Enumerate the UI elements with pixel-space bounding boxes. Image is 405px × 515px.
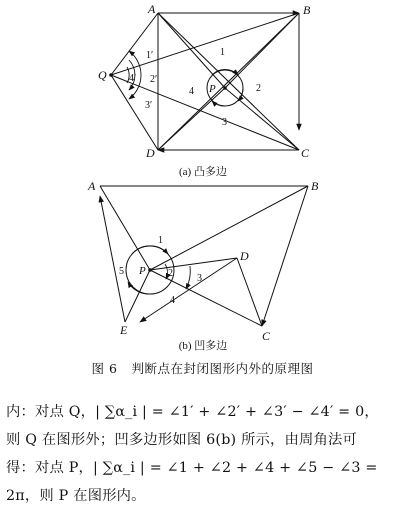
label-vertex-b: B bbox=[311, 179, 319, 193]
caption-fig-a: (a) 凸多边 bbox=[179, 166, 227, 178]
ray-q-a bbox=[111, 13, 158, 75]
label-p-angle-3: 3 bbox=[222, 117, 227, 128]
p-circle-arrow-2 bbox=[128, 282, 150, 294]
label-vertex-d: D bbox=[146, 146, 155, 160]
label-angle-3: 3 bbox=[197, 273, 202, 284]
p-angle-arc-3 bbox=[186, 266, 190, 289]
point-q-dot bbox=[109, 73, 113, 77]
edge-e-a bbox=[100, 196, 125, 322]
ray-p-b bbox=[225, 13, 299, 88]
label-point-q: Q bbox=[98, 68, 107, 82]
point-p-dot bbox=[148, 268, 152, 272]
label-angle-1: 1 bbox=[158, 235, 163, 246]
label-p-angle-1: 1 bbox=[220, 47, 225, 58]
caption-fig-b: (b) 凹多边 bbox=[178, 340, 228, 352]
figure-a-convex bbox=[98, 2, 311, 178]
label-q-angle-2: 2′ bbox=[150, 74, 158, 85]
label-p-angle-4: 4 bbox=[189, 86, 194, 97]
figure-b-concave bbox=[87, 179, 319, 352]
body-line-1: 内：对点 Q，| ∑α_i | = ∠1′ + ∠2′ + ∠3′ − ∠4′ = 0， bbox=[6, 404, 379, 420]
label-vertex-a: A bbox=[88, 179, 96, 193]
label-angle-2: 2 bbox=[168, 268, 173, 279]
figure-caption bbox=[0, 359, 405, 377]
body-paragraph bbox=[6, 398, 402, 510]
label-point-p: P bbox=[139, 265, 146, 277]
figure-title: 判断点在封闭图形内外的原理图 bbox=[131, 361, 314, 376]
label-vertex-c: C bbox=[301, 146, 310, 160]
ray-q-d bbox=[111, 75, 158, 150]
label-vertex-b: B bbox=[303, 3, 311, 17]
label-point-p: P bbox=[209, 83, 216, 95]
body-line-2: 则 Q 在图形外；凹多边形如图 6(b) 所示，由周角法可 bbox=[6, 432, 358, 448]
label-angle-4: 4 bbox=[170, 295, 175, 306]
ray-p-c bbox=[225, 88, 299, 150]
ray-p-e bbox=[125, 270, 150, 322]
body-line-3: 得：对点 P，| ∑α_i | = ∠1 + ∠2 + ∠4 + ∠5 − ∠3 = bbox=[6, 460, 378, 476]
body-line-4: 2π，则 P 在图形内。 bbox=[6, 488, 146, 504]
ray-p-d bbox=[150, 258, 237, 270]
label-vertex-c: C bbox=[262, 329, 271, 343]
figure-number: 图 6 bbox=[91, 361, 118, 376]
point-p-dot bbox=[223, 86, 227, 90]
label-q-angle-1: 1′ bbox=[146, 50, 154, 61]
label-vertex-d: D bbox=[240, 249, 249, 263]
ray-p-a bbox=[100, 186, 150, 270]
label-q-angle-3: 3′ bbox=[145, 100, 153, 111]
label-q-angle-4: 4′ bbox=[129, 73, 137, 84]
label-vertex-a: A bbox=[148, 2, 156, 16]
label-vertex-e: E bbox=[120, 323, 128, 337]
label-angle-5: 5 bbox=[119, 266, 124, 277]
label-p-angle-2: 2 bbox=[256, 83, 261, 94]
ray-p-a bbox=[158, 13, 225, 88]
